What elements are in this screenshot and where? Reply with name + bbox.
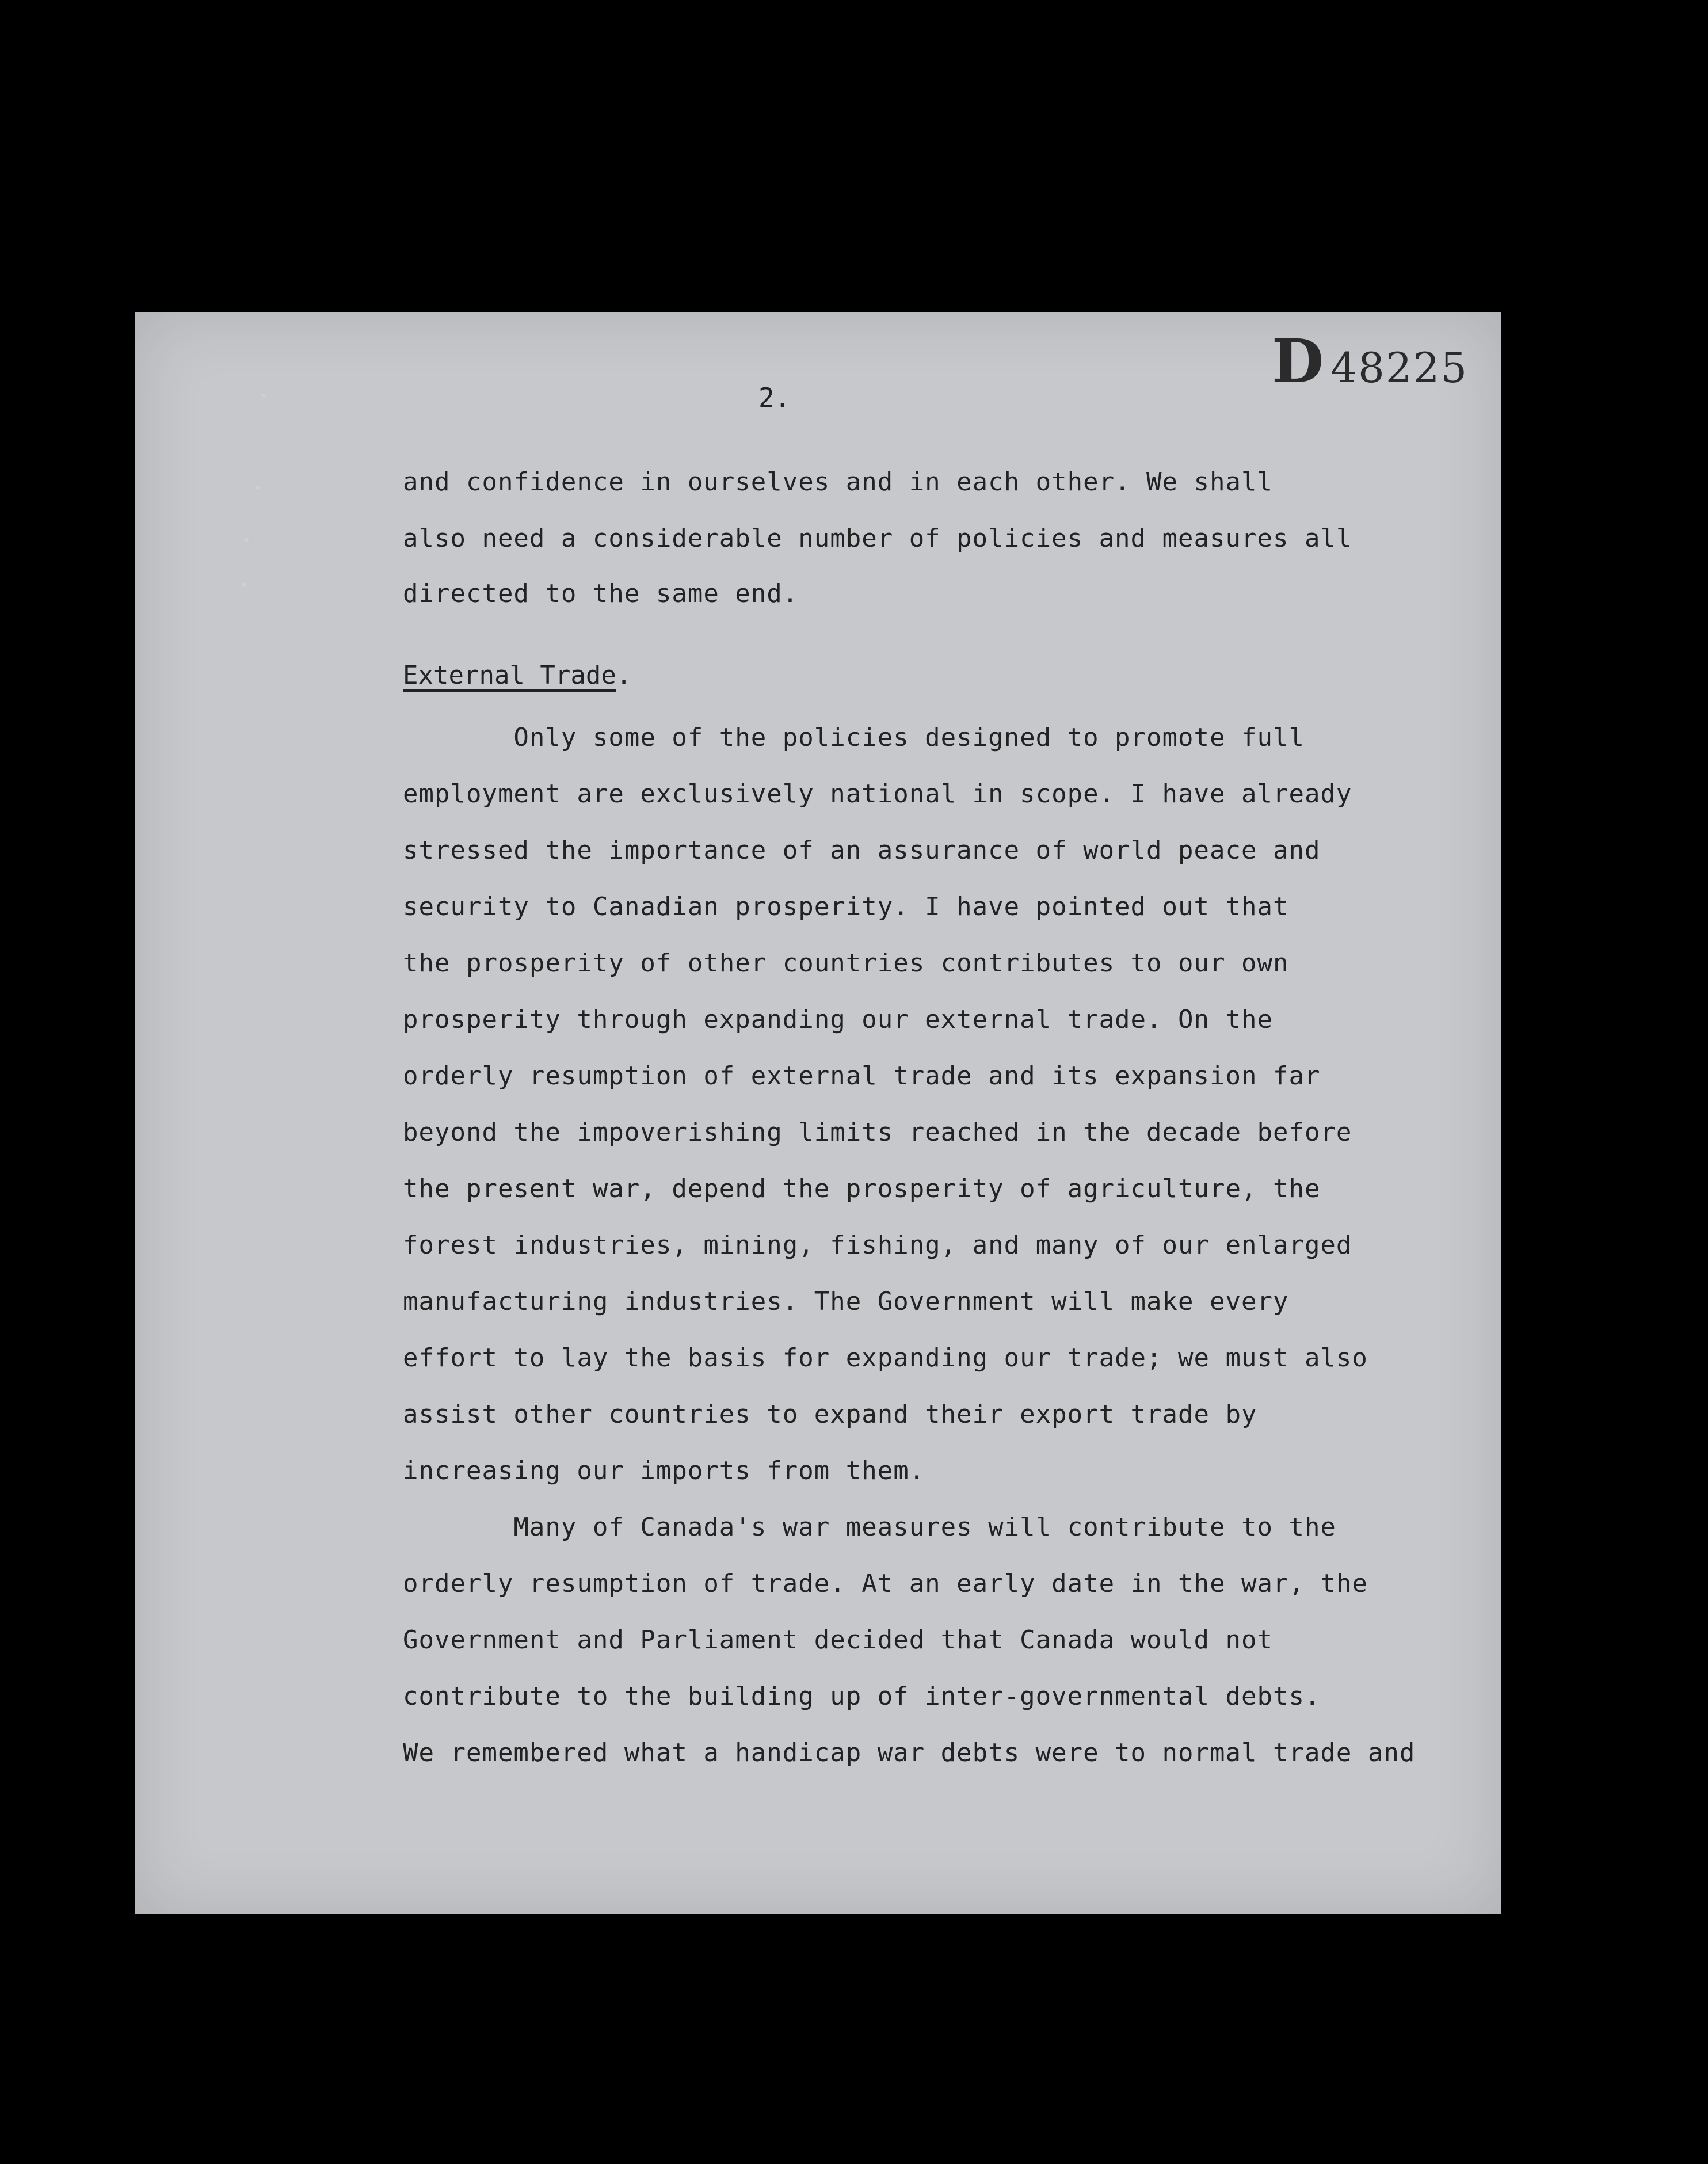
text-line: employment are exclusively national in scope. I have already xyxy=(403,779,1352,809)
text-line: forest industries, mining, fishing, and many of our enlarged xyxy=(403,1230,1352,1260)
text-line: prosperity through expanding our external trade. On the xyxy=(403,1005,1273,1034)
text-line: Only some of the policies designed to promote full xyxy=(403,723,1305,752)
text-line: and confidence in ourselves and in each other. We shall xyxy=(403,467,1273,497)
text-line: contribute to the building up of inter-governmental debts. xyxy=(403,1682,1321,1711)
margin-mark xyxy=(256,486,260,489)
margin-mark xyxy=(261,394,266,397)
margin-mark xyxy=(242,582,246,587)
section-heading xyxy=(403,661,631,690)
text-line: security to Canadian prosperity. I have pointed out that xyxy=(403,892,1289,921)
margin-mark xyxy=(244,538,249,542)
text-line: the present war, depend the prosperity of agriculture, the xyxy=(403,1174,1321,1203)
text-line: beyond the impoverishing limits reached in the decade before xyxy=(403,1118,1352,1147)
text-line: orderly resumption of external trade and its expansion far xyxy=(403,1061,1321,1091)
text-line: assist other countries to expand their export trade by xyxy=(403,1400,1257,1429)
text-line: Many of Canada's war measures will contribute to the xyxy=(403,1512,1336,1542)
text-line: stressed the importance of an assurance of world peace and xyxy=(403,836,1321,865)
section-heading-period: . xyxy=(616,661,632,690)
text-line: also need a considerable number of policies and measures all xyxy=(403,524,1352,553)
text-line: We remembered what a handicap war debts were to normal trade and xyxy=(403,1738,1416,1767)
text-line: manufacturing industries. The Government will make every xyxy=(403,1287,1289,1316)
page-number: 2. xyxy=(758,382,791,413)
document-stamp xyxy=(1272,326,1468,397)
text-line: Government and Parliament decided that Canada would not xyxy=(403,1625,1273,1655)
stamp-number: 48225 xyxy=(1330,344,1469,392)
text-line: directed to the same end. xyxy=(403,579,799,608)
stamp-letter: D xyxy=(1272,326,1326,397)
section-heading-title: External Trade xyxy=(403,661,616,690)
text-line: the prosperity of other countries contributes to our own xyxy=(403,948,1289,978)
text-line: orderly resumption of trade. At an early date in the war, the xyxy=(403,1569,1368,1598)
text-line: effort to lay the basis for expanding our trade; we must also xyxy=(403,1343,1368,1373)
text-line: increasing our imports from them. xyxy=(403,1456,925,1485)
